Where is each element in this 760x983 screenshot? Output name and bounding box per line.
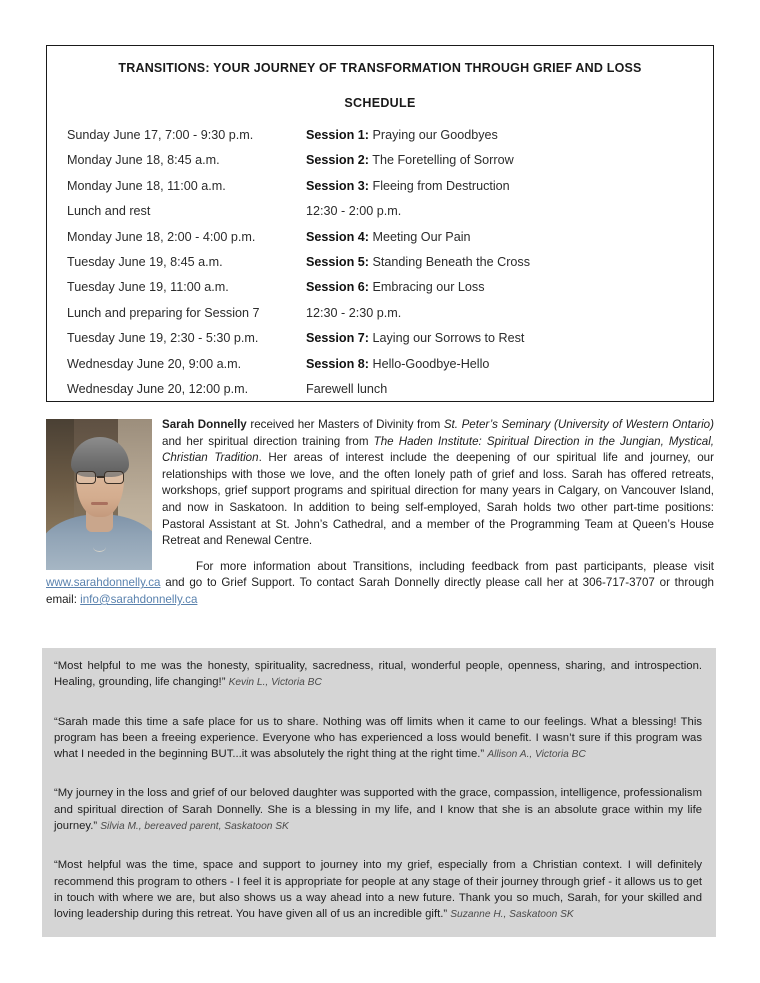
session-title: 12:30 - 2:30 p.m.	[306, 305, 402, 320]
schedule-row	[67, 230, 713, 255]
schedule-row	[67, 382, 713, 407]
testimonial-attribution: Kevin L., Victoria BC	[228, 677, 322, 689]
session-label: Session 1:	[306, 128, 369, 142]
schedule-box	[46, 45, 714, 402]
testimonial-item	[54, 658, 702, 692]
schedule-row-when: Tuesday June 19, 2:30 - 5:30 p.m.	[67, 331, 259, 346]
phone-number: 306-717-3707	[582, 576, 655, 590]
session-label: Session 4:	[306, 229, 369, 244]
website-link[interactable]: www.sarahdonnelly.ca	[46, 576, 161, 590]
bio-segment-3: . Her areas of interest include the deepening of our spiritual life and journey, our relationships with those we love, and the often lonely path of grief and loss. Sarah has offered retreats, workshops, grief support programs and spiritual direction for many years in Calgary, on Vancouver Island, and now in Saskatoon. In addition to being self-employed, Sarah holds two other part-time positions: Pastoral Assistant at St. John’s Cathedral, and a member of the Programming Team at Queen’s House Retreat and Renewal Centre.	[162, 451, 714, 548]
schedule-rows	[47, 128, 713, 407]
schedule-row-what	[306, 280, 485, 294]
testimonial-attribution: Allison A., Victoria BC	[487, 749, 586, 761]
schedule-row-when: Monday June 18, 8:45 a.m.	[67, 153, 220, 168]
presenter-name: Sarah Donnelly	[162, 418, 247, 431]
schedule-title: TRANSITIONS: YOUR JOURNEY OF TRANSFORMATION THROUGH GRIEF AND LOSS	[118, 61, 642, 75]
contact-segment-3: or through email:	[46, 576, 714, 606]
schedule-row-what	[306, 179, 510, 193]
schedule-row	[67, 204, 713, 229]
session-title: Fleeing from Destruction	[372, 178, 510, 193]
testimonial-text: “Most helpful was the time, space and support to journey into my grief, especially from a Christian context. I will definitely recommend this program to others - I feel it is appropriate for people at any stage of their journey through grief - it allows us to get in touch with where we are, but also shows us a way ahead into a new future. Thank you so much, Sarah, for your skilled and loving leadership during this retreat. You have given all of us an incredible gift.”	[54, 859, 702, 921]
bio-segment-1: received her Masters of Divinity from	[246, 418, 444, 431]
session-title: Hello-Goodbye-Hello	[372, 356, 490, 371]
photo-necklace	[93, 542, 106, 552]
schedule-row-what	[306, 255, 530, 269]
session-title: 12:30 - 2:00 p.m.	[306, 204, 402, 219]
session-title: Standing Beneath the Cross	[372, 254, 531, 269]
session-label: Session 8:	[306, 356, 369, 371]
photo-lens-left	[76, 471, 96, 484]
schedule-row-when: Sunday June 17, 7:00 - 9:30 p.m.	[67, 128, 254, 142]
schedule-row-when: Lunch and preparing for Session 7	[67, 305, 260, 320]
schedule-row-what	[306, 128, 498, 142]
photo-lens-right	[104, 471, 124, 484]
testimonial-attribution: Silvia M., bereaved parent, Saskatoon SK	[100, 821, 289, 833]
schedule-row-what	[306, 382, 387, 396]
schedule-row-what	[306, 204, 401, 218]
schedule-row-what	[306, 153, 514, 167]
session-title: Embracing our Loss	[372, 280, 485, 295]
contact-segment-1: For more information about Transitions, including feedback from past participants, please visit	[196, 559, 714, 573]
schedule-row	[67, 331, 713, 356]
testimonial-item	[54, 785, 702, 835]
schedule-row	[67, 357, 713, 382]
schedule-row-when: Lunch and rest	[67, 204, 151, 219]
session-title: The Foretelling of Sorrow	[372, 153, 514, 168]
session-title: Praying our Goodbyes	[372, 128, 498, 142]
contact-segment-2: and go to Grief Support. To contact Sarah Donnelly directly please call her at	[160, 576, 583, 590]
schedule-row	[67, 306, 713, 331]
schedule-row	[67, 128, 713, 153]
testimonial-item	[54, 857, 702, 923]
testimonials-panel	[42, 648, 716, 937]
photo-mouth	[91, 502, 108, 505]
session-title: Farewell lunch	[306, 381, 388, 396]
session-label: Session 5:	[306, 254, 369, 269]
session-title: Laying our Sorrows to Rest	[372, 331, 525, 346]
session-title: Meeting Our Pain	[372, 229, 471, 244]
bio-italic-2: The Haden Institute: Spiritual Direction in the Jungian, Mystical, Christian Tradition	[162, 434, 714, 465]
schedule-row	[67, 179, 713, 204]
photo-glasses-bridge	[97, 476, 104, 478]
testimonial-text: “Sarah made this time a safe place for us to share. Nothing was off limits when it came to our feelings. What a blessing! This program has been a freeing experience. Everyone who has experienced a loss would benefit. I wasn’t sure if this program was what I needed in the beginning BUT...it was absolutely the right thing at the right time.”	[54, 715, 702, 761]
session-label: Session 6:	[306, 280, 369, 295]
schedule-row	[67, 153, 713, 178]
schedule-row-when: Monday June 18, 2:00 - 4:00 p.m.	[67, 229, 256, 244]
schedule-row-what	[306, 306, 401, 320]
testimonial-item	[54, 714, 702, 764]
testimonial-text: “Most helpful to me was the honesty, spirituality, sacredness, ritual, wonderful people, openness, sharing, and introspection. Healing, grounding, life changing!”	[54, 660, 702, 689]
session-label: Session 7:	[306, 331, 369, 346]
testimonial-text: “My journey in the loss and grief of our beloved daughter was supported with the grace, compassion, intelligence, professionalism and spiritual direction of Sarah Donnelly. She is a blessing in my life, and I know that she is an absolute grace within my life journey.”	[54, 787, 702, 833]
schedule-row	[67, 255, 713, 280]
session-label: Session 2:	[306, 153, 369, 168]
email-link[interactable]: info@sarahdonnelly.ca	[80, 592, 198, 606]
bio-segment-2: and her spiritual direction training from	[162, 434, 374, 448]
presenter-photo	[46, 419, 152, 570]
bio-italic-1: St. Peter’s Seminary (University of Western Ontario)	[443, 418, 714, 431]
session-label: Session 3:	[306, 178, 369, 193]
schedule-row-when: Wednesday June 20, 12:00 p.m.	[67, 381, 249, 396]
schedule-row-what	[306, 331, 524, 345]
schedule-row-what	[306, 357, 489, 371]
schedule-row-when: Wednesday June 20, 9:00 a.m.	[67, 356, 242, 371]
schedule-row-when: Monday June 18, 11:00 a.m.	[67, 178, 226, 193]
testimonial-attribution: Suzanne H., Saskatoon SK	[450, 909, 574, 921]
schedule-row	[67, 280, 713, 305]
schedule-row-when: Tuesday June 19, 11:00 a.m.	[67, 280, 229, 295]
eyeglasses-icon	[75, 471, 125, 484]
bio-block	[46, 417, 714, 609]
schedule-row-what	[306, 230, 471, 244]
schedule-subtitle: SCHEDULE	[344, 96, 416, 110]
schedule-row-when: Tuesday June 19, 8:45 a.m.	[67, 254, 223, 269]
